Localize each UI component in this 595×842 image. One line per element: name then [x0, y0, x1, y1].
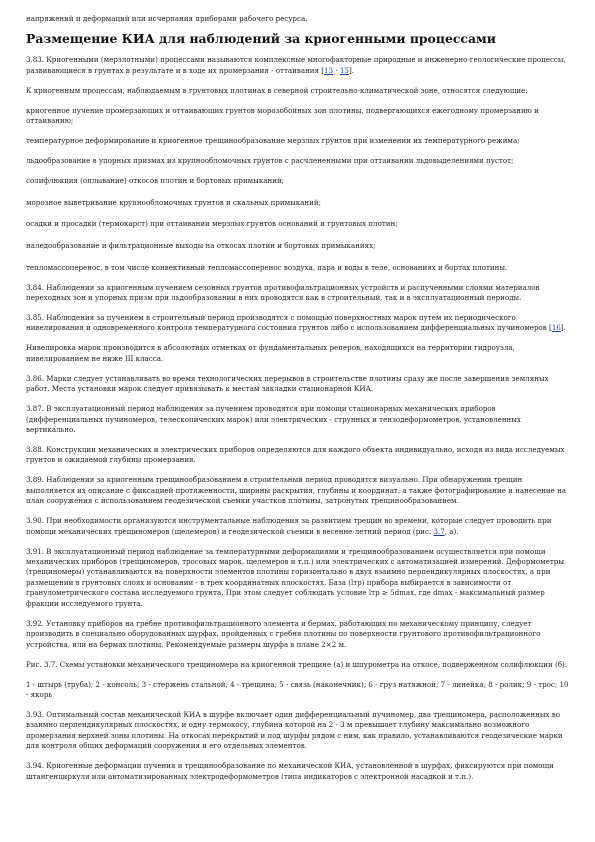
paragraph-3-84: 3.84. Наблюдения за криогенным пучением сезонных грунтов противофильтрационных устройств и распученными слоями материалов переходных зон и упорных призм при льдообразовании в них проводятся как в строительный, так и в эксплуатационный периоды. [26, 282, 540, 302]
paragraph-3-94: 3.94. Криогенные деформации пучения и трещинообразование по механической КИА, установленной в шурфах, фиксируются при помощи штангенциркуля или автоматизированных электродеформометров (типа индикаторов с электронной насадкой и т.п.). [26, 761, 554, 781]
paragraph-3-91: 3.91. В эксплуатационный период наблюдение за температурными деформациями и трещинообразованием осуществляется при помощи механических приборов (трещиномеров, тросовых марок, щелемеров и т.п.) или электрических с автоматизацией измерений. Деформометры (трещиномеры) устанавливаются на поверхности элементов плотины горизонтально в двух взаимно перпендикулярных плоскостях, а при размещении в грунтовых слоях и основании - в трех координатных плоскостях. База (lтр) прибора выбирается в зависимости от гранулометрического состава исследуемого грунта. При этом следует соблюдать условие lтр ≥ 5dmax, где dmax - максимальный размер фракции исследуемого грунта. [26, 546, 564, 608]
paragraph-3-93: 3.93. Оптимальный состав механической КИА в шурфе включает один дифференциальный пучиномер, два трещиномера, расположенных во взаимно перпендикулярных плоскостях, и одну термокосу, глубина которой на 2 - 3 м превышает глубину максимально возможного промерзания верхней зоны плотины. На откосах перекрытий и под шурфы рядом с ним, как правило, устанавливаются геодезические марки для контроля общих деформаций сооружения и его отдельных элементов. [26, 709, 563, 751]
reference-link[interactable]: 13 [324, 65, 334, 75]
list-item: солифлюкция (оплывание) откосов плотин и бортовых примыканий; [26, 176, 285, 186]
figure-legend: 1 - штырь (труба); 2 - консоль; 3 - стержень стальной; 4 - трещина; 5 - связь (наконечник); 6 - груз натяжной; 7 - линейка; 8 - ролик; 9 - трос; 10 - якорь [26, 679, 569, 699]
paragraph-text: - [333, 65, 340, 75]
list-item: криогенное пучение промерзающих и оттаивающих грунтов морозобойных зон плотины, подвергающихся ежегодному промерзанию и оттаиванию; [26, 105, 539, 126]
paragraph-text: , а). [444, 526, 459, 536]
paragraph-text: 3.83. Криогенными (мерзлотными) процессами называются комплексные многофакторные природные и инженерно-геологические процессы, развивающиеся в грунтах в результате и в ходе их промерзания - оттаивания [ [26, 55, 566, 75]
paragraph-3-86: 3.86. Марки следует устанавливать во время технологических перерывов в строительстве плотины сразу же после завершения земляных работ. Места установки марок следует привязывать к местам закладки стационарной КИА. [26, 373, 549, 394]
list-item: тепломассоперенос, в том числе конвективный тепломассоперенос воздуха, пара и воды в теле, основаниях и бортах плотины. [26, 262, 508, 272]
paragraph: К криогенным процессам, наблюдаемым в грунтовых плотинах в северной строительно-климатической зоне, относятся следующие: [26, 85, 528, 95]
paragraph-3-89: 3.89. Наблюдения за криогенным трещинообразованием в строительный период проводятся визуально. При обнаружении трещин выполняется их описание с фиксацией протяженности, ширины раскрытия, глубины и координат, а также фотографирование и нанесение на план сооружения с использованием геодезической съемки участков плотины, затронутых трещинообразованием. [26, 475, 567, 506]
list-item: наледообразование и фильтрационные выходы на откосах плотин и бортовых примыканиях; [26, 241, 376, 250]
list-item: осадки и просадки (термокарст) при оттаивании мерзлых грунтов оснований и грунтовых плотин; [26, 219, 398, 229]
paragraph-text: ]. [349, 65, 355, 75]
list-item: температурное деформирование и криогенное трещинообразование мерзлых грунтов при изменении их температурного режима; [26, 136, 520, 146]
paragraph-3-85 [26, 313, 569, 334]
reference-link[interactable]: 16 [551, 323, 561, 333]
figure-link[interactable]: 3.7 [433, 526, 445, 536]
paragraph-3-92: 3.92. Установку приборов на гребне противофильтрационного элемента и бермах, работающих по механическому принципу, следует производить в специально оборудованных шурфах, пройденных с гребня плотины по поверхности грунтового противофильтрационного устройства, или на бермах плотины. Рекомендуемые размеры шурфа в плане 2×2 м. [26, 618, 541, 649]
paragraph-text: 3.90. При необходимости организуются инструментальные наблюдения за развитием трещин во времени, которые следует проводить при помощи механических трещиномеров (щелемеров) и геодезической съемки в весенне-летний период (рис. [26, 516, 552, 536]
paragraph: Нивелировка марок производится в абсолютных отметках от фундаментальных реперов, находящихся на территории гидроузла, нивелированием не ниже III класса. [26, 343, 515, 363]
paragraph-3-83 [26, 55, 569, 76]
paragraph-3-87: 3.87. В эксплуатационный период наблюдения за пучением проводятся при помощи стационарных механических приборов (дифференциальных пучиномеров, телескопических марок) или электрических - струнных и тензодеформометров, установленных вертикально. [26, 404, 521, 435]
figure-caption: Рис. 3.7. Схемы установки механического трещиномера на криогенной трещине (а) и шпурометра на откосе, подверженном солифлюкции (б): [26, 659, 568, 669]
paragraph-text: ]. [560, 323, 566, 333]
list-item: льдообразование в упорных призмах из крупнообломочных грунтов с расчлененными при оттаивании льдовыделениями пустот; [26, 156, 514, 166]
intro-line: напряжений и деформаций или исчерпания приборами рабочего ресурса. [26, 14, 308, 23]
paragraph-3-90 [26, 516, 569, 537]
section-heading: Размещение КИА для наблюдений за криогенными процессами [26, 31, 496, 47]
reference-link[interactable]: 15 [339, 65, 350, 75]
list-item: морозное выветривание крупнообломочных грунтов и скальных примыканий; [26, 197, 321, 207]
paragraph-text: 3.85. Наблюдения за пучением в строительный период производятся с помощью поверхностных марок путем их периодического нивелирования и одновременного контроля температурного состояния грунтов либо с использованием дифференциальных пучиномеров [ [26, 313, 552, 333]
paragraph-3-88: 3.88. Конструкции механических и электрических приборов определяются для каждого объекта индивидуально, исходя из вида исследуемых грунтов и ожидаемой глубины промерзания. [26, 445, 565, 465]
